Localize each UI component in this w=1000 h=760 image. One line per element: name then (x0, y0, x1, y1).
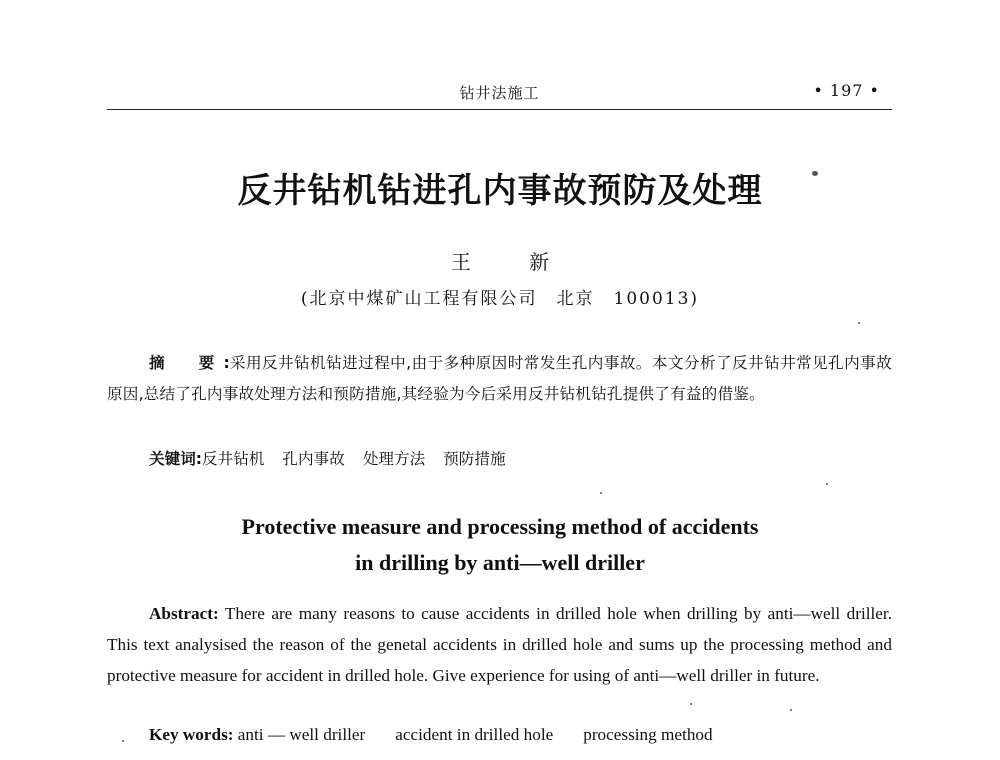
page-number: • 197 • (813, 81, 880, 100)
abstract-english-text: There are many reasons to cause accidents in drilled hole when drilling by anti—well driller. This text analysised the reason of the genetal accidents in drilled hole and sums up the processing method and protective measure for accident in drilled hole. Give experience for using of anti—well driller in future. (107, 604, 892, 685)
abstract-chinese (107, 348, 892, 410)
header-rule (107, 109, 892, 110)
article-title: 反井钻机钻进孔内事故预防及处理 (237, 171, 763, 211)
keyword-chinese: 孔内事故 (282, 450, 345, 468)
abstract-english-label: Abstract: (149, 604, 219, 623)
keyword-chinese: 预防措施 (443, 450, 506, 468)
scan-speck (790, 709, 792, 711)
keyword-chinese: 处理方法 (362, 450, 426, 468)
keywords-english-label: Key words: (149, 725, 234, 744)
scan-speck (690, 703, 692, 705)
keywords-chinese-label: 关键词: (149, 450, 203, 468)
abstract-english (107, 598, 892, 691)
abstract-chinese-text: 采用反井钻机钻进过程中,由于多种原因时常发生孔内事故。本文分析了反井钻井常见孔内事故原因,总结了孔内事故处理方法和预防措施,其经验为今后采用反井钻机钻孔提供了有益的借鉴。 (107, 354, 892, 403)
running-header (107, 80, 892, 110)
keywords-chinese (149, 447, 524, 469)
keyword-chinese: 反井钻机 (202, 450, 265, 468)
scan-speck (122, 740, 124, 742)
keyword-english: processing method (583, 725, 713, 744)
running-title: 钻井法施工 (459, 84, 540, 102)
keywords-english (149, 725, 743, 745)
abstract-chinese-label: 摘 要 (149, 354, 224, 372)
scan-speck (600, 492, 602, 494)
author-name: 王 新 (450, 250, 576, 274)
scan-speck (858, 322, 860, 324)
english-title-line-1: Protective measure and processing method of accidents (241, 514, 759, 539)
scan-speck (826, 483, 828, 485)
keyword-english: accident in drilled hole (395, 725, 554, 744)
keyword-english: anti — well driller (237, 725, 366, 744)
english-title-line-2: in drilling by anti—well driller (355, 550, 645, 575)
scan-speck (812, 171, 818, 176)
author-affiliation: (北京中煤矿山工程有限公司 北京 100013) (300, 289, 700, 309)
abstract-chinese-colon: : (223, 354, 230, 372)
